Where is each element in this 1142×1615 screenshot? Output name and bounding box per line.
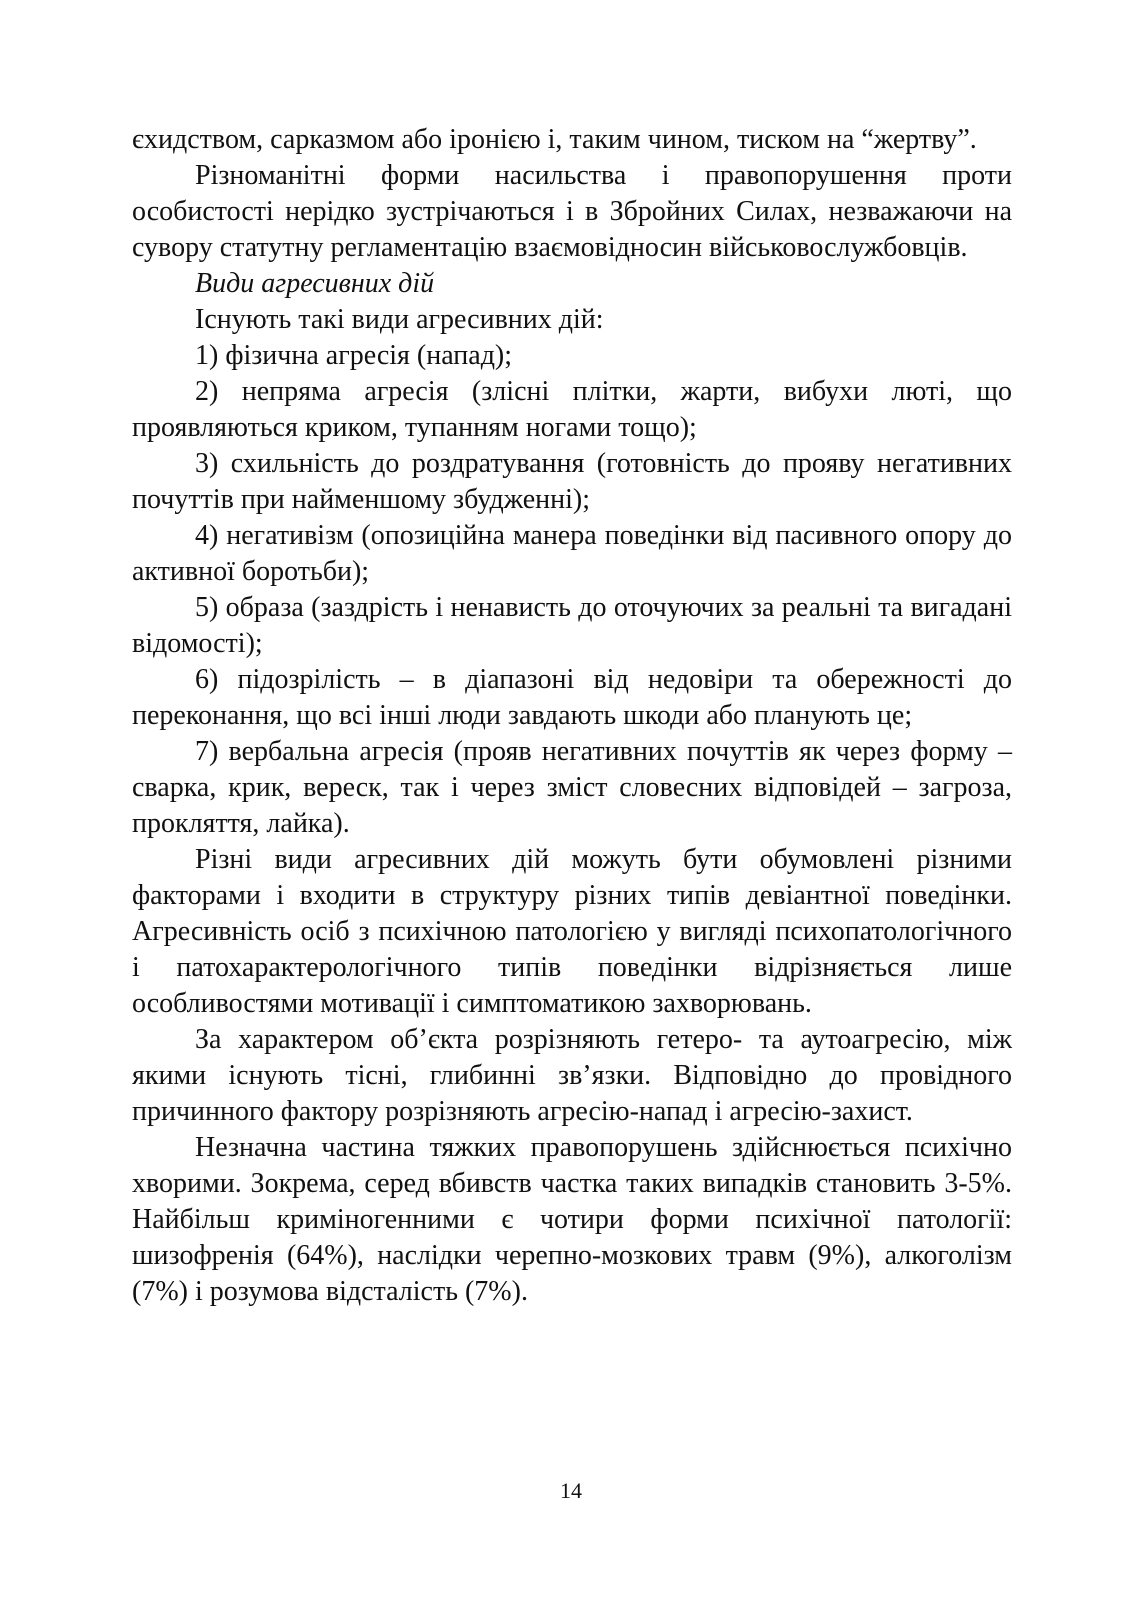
list-item: 1) фізична агресія (напад); [195, 340, 513, 371]
page-body [132, 122, 1012, 1310]
list-item: 5) образа (заздрість і ненависть до оточуючих за реальні та вигадані відомості); [132, 592, 1012, 659]
list-item: 6) підозрілість – в діапазоні від недовіри та обережності до переконання, що всі інші люди завдають шкоди або планують це; [132, 664, 1012, 731]
list-item: 3) схильність до роздратування (готовність до прояву негативних почуттів при найменшому збудженні); [132, 448, 1012, 515]
paragraph: Різноманітні форми насильства і правопорушення проти особистості нерідко зустрічаються і в Збройних Силах, незважаючи на сувору статутну регламентацію взаємовідносин військовослужбовців. [132, 160, 1012, 263]
page-number: 14 [560, 1478, 582, 1503]
section-heading: Види агресивних дій [195, 268, 435, 299]
paragraph: За характером об’єкта розрізняють гетеро- та аутоагресію, між якими існують тісні, глибинні зв’язки. Відповідно до провідного причинного фактору розрізняють агресію-напад і агресію-захист. [132, 1024, 1012, 1127]
paragraph: Незначна частина тяжких правопорушень здійснюється психічно хворими. Зокрема, серед вбивств частка таких випадків становить 3-5%. Найбільш криміногенними є чотири форми психічної патології: шизофренія (64%), наслідки черепно-мозкових травм (9%), алкоголізм (7%) і розумова відсталість (7%). [132, 1132, 1012, 1307]
list-item: 7) вербальна агресія (прояв негативних почуттів як через форму – сварка, крик, вереск, так і через зміст словесних відповідей – загроза, прокляття, лайка). [132, 736, 1012, 839]
paragraph: Існують такі види агресивних дій: [195, 304, 604, 335]
list-item: 4) негативізм (опозиційна манера поведінки від пасивного опору до активної боротьби); [132, 520, 1012, 587]
paragraph: єхидством, сарказмом або іронією і, таким чином, тиском на “жертву”. [132, 124, 977, 155]
list-item: 2) непряма агресія (злісні плітки, жарти, вибухи люті, що проявляються криком, тупанням ногами тощо); [132, 376, 1012, 443]
paragraph: Різні види агресивних дій можуть бути обумовлені різними факторами і входити в структуру різних типів девіантної поведінки. Агресивність осіб з психічною патологією у вигляді психопатологічного і патохарактерологічного типів поведінки відрізняється лише особливостями мотивації і симптоматикою захворювань. [132, 844, 1012, 1019]
